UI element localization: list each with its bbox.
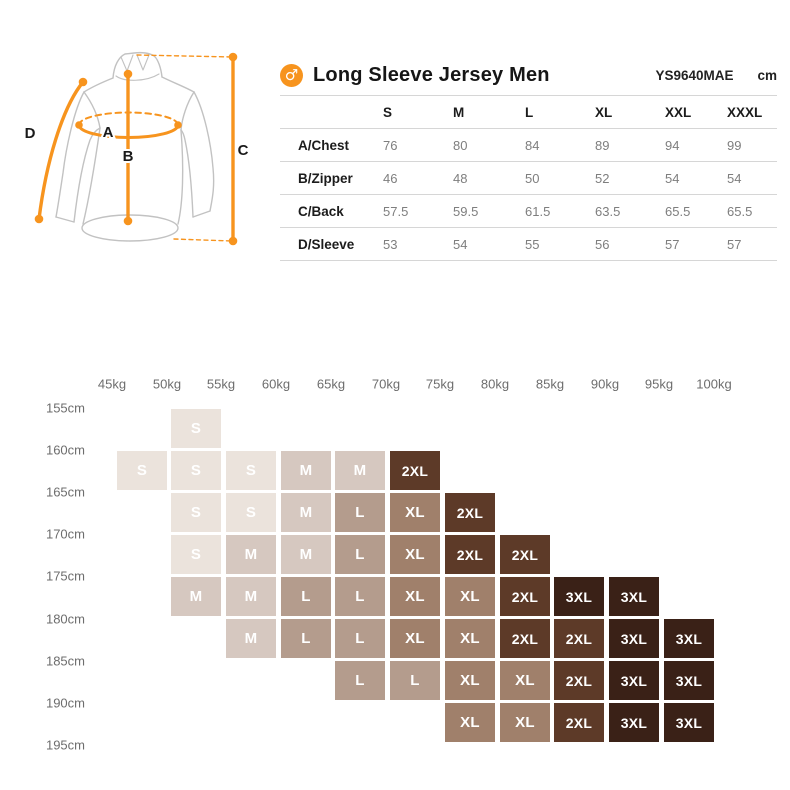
measure-dot xyxy=(229,53,238,62)
size-cell: M xyxy=(226,577,276,616)
jersey-diagram xyxy=(22,28,282,278)
size-column-header: S xyxy=(383,104,393,120)
spec-value: 59.5 xyxy=(453,203,479,219)
size-cell: XL xyxy=(445,661,495,700)
measure-dot xyxy=(229,237,238,246)
weight-axis-label: 90kg xyxy=(590,376,620,392)
spec-row-label: B/Zipper xyxy=(298,170,353,186)
size-cell: 3XL xyxy=(609,661,659,700)
size-cell: 2XL xyxy=(554,661,604,700)
size-cell: XL xyxy=(445,703,495,742)
height-axis-label: 175cm xyxy=(45,568,85,584)
size-cell: 3XL xyxy=(664,703,714,742)
measure-label-d: D xyxy=(24,125,36,142)
spec-value: 57 xyxy=(727,236,742,252)
size-column-header: XXXL xyxy=(727,104,763,120)
spec-value: 53 xyxy=(383,236,398,252)
size-cell: 2XL xyxy=(500,535,550,574)
size-cell: M xyxy=(281,535,331,574)
size-column-header: L xyxy=(525,104,534,120)
weight-axis-label: 50kg xyxy=(152,376,182,392)
size-cell: L xyxy=(335,577,385,616)
spec-row-label: D/Sleeve xyxy=(298,236,355,252)
height-axis-label: 195cm xyxy=(45,737,85,753)
size-column-header: M xyxy=(453,104,465,120)
measure-dot xyxy=(124,70,133,79)
spec-value: 61.5 xyxy=(525,203,551,219)
spec-table-row xyxy=(280,95,777,128)
weight-axis-label: 75kg xyxy=(425,376,455,392)
height-axis-label: 190cm xyxy=(45,695,85,711)
weight-axis-label: 80kg xyxy=(480,376,510,392)
size-cell: XL xyxy=(390,493,440,532)
product-title: Long Sleeve Jersey Men xyxy=(313,63,550,86)
size-cell: 2XL xyxy=(445,493,495,532)
spec-row-label: C/Back xyxy=(298,203,344,219)
size-table xyxy=(280,95,777,261)
product-code: YS9640MAE xyxy=(655,67,734,83)
spec-row-label: A/Chest xyxy=(298,137,350,153)
size-cell: 2XL xyxy=(500,619,550,658)
spec-table-row xyxy=(280,161,777,194)
size-cell: M xyxy=(226,535,276,574)
measure-dot xyxy=(124,217,133,226)
size-cell: 3XL xyxy=(609,577,659,616)
size-cell: S xyxy=(226,493,276,532)
spec-header xyxy=(280,55,777,95)
measure-dot xyxy=(75,121,83,129)
size-cell: S xyxy=(171,451,221,490)
measure-label-b: B xyxy=(122,148,134,165)
size-cell: 2XL xyxy=(500,577,550,616)
weight-axis-label: 55kg xyxy=(206,376,236,392)
spec-value: 48 xyxy=(453,170,468,186)
spec-table-row xyxy=(280,227,777,261)
weight-axis-label: 70kg xyxy=(371,376,401,392)
size-cell: M xyxy=(335,451,385,490)
size-cell: S xyxy=(171,535,221,574)
measure-dot xyxy=(35,215,44,224)
size-cell: S xyxy=(226,451,276,490)
spec-value: 76 xyxy=(383,137,398,153)
height-axis-label: 165cm xyxy=(45,484,85,500)
size-cell: 3XL xyxy=(609,703,659,742)
size-cell: M xyxy=(171,577,221,616)
size-cell: XL xyxy=(445,577,495,616)
size-cell: M xyxy=(226,619,276,658)
measure-c-guide-bottom xyxy=(174,239,233,241)
spec-value: 57 xyxy=(665,236,680,252)
spec-value: 50 xyxy=(525,170,540,186)
size-cell: 2XL xyxy=(390,451,440,490)
size-cell: 3XL xyxy=(554,577,604,616)
height-axis-label: 160cm xyxy=(45,442,85,458)
height-axis-label: 185cm xyxy=(45,653,85,669)
spec-block xyxy=(280,55,777,261)
male-icon: ♂ xyxy=(280,64,303,87)
size-cell: L xyxy=(281,577,331,616)
size-cell: L xyxy=(335,535,385,574)
height-axis-label: 155cm xyxy=(45,400,85,416)
unit-label: cm xyxy=(757,67,777,83)
spec-value: 99 xyxy=(727,137,742,153)
size-cell: XL xyxy=(390,577,440,616)
size-cell: 3XL xyxy=(664,661,714,700)
size-cell: XL xyxy=(390,619,440,658)
measure-dot xyxy=(79,78,88,87)
size-cell: S xyxy=(117,451,167,490)
measure-label-c: C xyxy=(237,142,249,159)
spec-table-row xyxy=(280,128,777,161)
size-column-header: XXL xyxy=(665,104,692,120)
size-cell: L xyxy=(281,619,331,658)
measure-c-guide-top xyxy=(137,55,233,57)
size-cell: L xyxy=(335,493,385,532)
height-axis-label: 180cm xyxy=(45,611,85,627)
spec-value: 55 xyxy=(525,236,540,252)
spec-value: 84 xyxy=(525,137,540,153)
spec-value: 52 xyxy=(595,170,610,186)
measure-dot xyxy=(174,121,182,129)
size-cell: 2XL xyxy=(554,703,604,742)
spec-value: 94 xyxy=(665,137,680,153)
spec-value: 54 xyxy=(727,170,742,186)
size-cell: L xyxy=(335,661,385,700)
spec-value: 56 xyxy=(595,236,610,252)
weight-axis-label: 65kg xyxy=(316,376,346,392)
size-cell: XL xyxy=(445,619,495,658)
size-cell: S xyxy=(171,409,221,448)
weight-axis-label: 45kg xyxy=(97,376,127,392)
size-cell: S xyxy=(171,493,221,532)
weight-axis-label: 100kg xyxy=(696,376,732,392)
size-cell: 3XL xyxy=(609,619,659,658)
spec-value: 46 xyxy=(383,170,398,186)
size-cell: XL xyxy=(500,661,550,700)
spec-value: 80 xyxy=(453,137,468,153)
spec-value: 65.5 xyxy=(727,203,753,219)
size-cell: M xyxy=(281,493,331,532)
spec-value: 89 xyxy=(595,137,610,153)
height-axis-label: 170cm xyxy=(45,526,85,542)
spec-value: 65.5 xyxy=(665,203,691,219)
size-cell: M xyxy=(281,451,331,490)
weight-axis-label: 60kg xyxy=(261,376,291,392)
spec-value: 54 xyxy=(665,170,680,186)
size-cell: 2XL xyxy=(445,535,495,574)
size-cell: XL xyxy=(390,535,440,574)
weight-axis-label: 95kg xyxy=(644,376,674,392)
spec-value: 57.5 xyxy=(383,203,409,219)
size-cell: L xyxy=(335,619,385,658)
size-column-header: XL xyxy=(595,104,613,120)
size-cell: 3XL xyxy=(664,619,714,658)
weight-axis-label: 85kg xyxy=(535,376,565,392)
size-cell: XL xyxy=(500,703,550,742)
fit-chart xyxy=(0,360,790,790)
spec-value: 54 xyxy=(453,236,468,252)
measure-label-a: A xyxy=(102,124,114,141)
size-cell: L xyxy=(390,661,440,700)
spec-value: 63.5 xyxy=(595,203,621,219)
size-cell: 2XL xyxy=(554,619,604,658)
spec-table-row xyxy=(280,194,777,227)
